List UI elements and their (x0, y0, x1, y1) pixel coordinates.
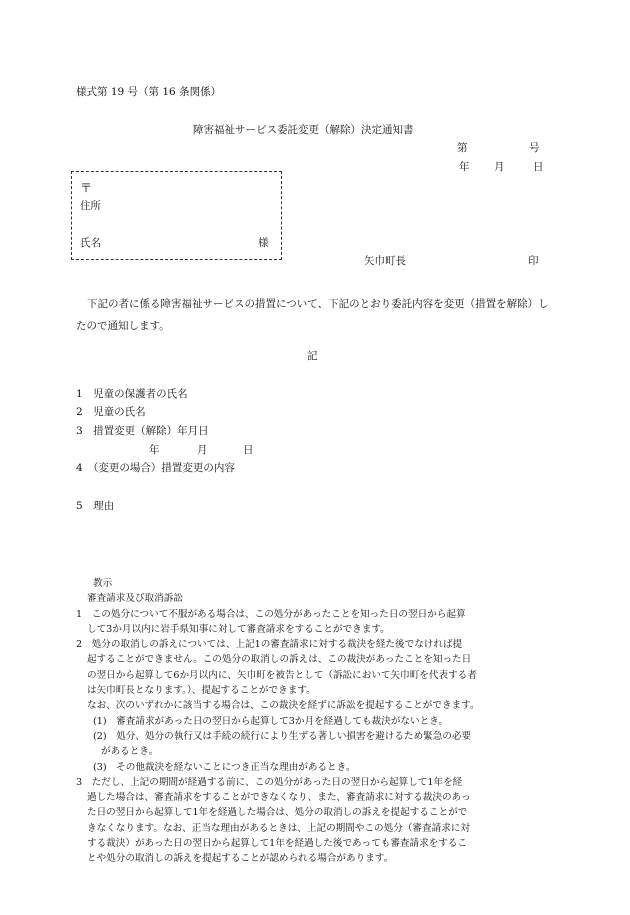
item3-year: 年 (149, 444, 160, 456)
form-number: 様式第 19 号（第 16 条関係） (76, 86, 222, 98)
date-month: 月 (494, 161, 505, 173)
notice-line: (2) 処分、処分の執行又は手続の続行により生ずる著しい損害を避けるため緊急の必要 (93, 730, 472, 742)
notice-line: (1) 審査請求があった日の翌日から起算して3か月を経過しても裁決がないとき。 (93, 715, 448, 727)
name-label: 氏名 (80, 237, 101, 249)
recipient-address-box (71, 171, 282, 260)
notice-subheading: 審査請求及び取消訴訟 (87, 593, 183, 605)
doc-number-suffix: 号 (529, 142, 540, 154)
notice-line: して3か月以内に岩手県知事に対して審査請求をすることができます。 (87, 623, 390, 635)
notice-line: 2 処分の取消しの訴えについては、上記1の審査請求に対する裁決を経た後でなければ提 (76, 639, 463, 651)
notice-line: 3 ただし、上記の期間が経過する前に、この処分があった日の翌日から起算して1年を経 (76, 776, 463, 788)
document-title: 障害福祉サービス委託変更（解除）決定通知書 (193, 124, 414, 136)
notice-line: の翌日から起算して6か月以内に、矢巾町を被告として（訴訟において矢巾町を代表する者 (87, 669, 477, 681)
item-change-date: 3 措置変更（解除）年月日 (76, 425, 209, 437)
notice-line: (3) その他裁決を経ないことにつき正当な理由があるとき。 (93, 761, 356, 773)
item-reason: 5 理由 (76, 500, 115, 512)
notice-line: する裁決）があった日の翌日から起算して1年を経過した後であっても審査請求をするこ (87, 838, 468, 850)
date-day: 日 (533, 161, 544, 173)
notice-line: なお、次のいずれかに該当する場合は、この裁決を経ずに訴訟を提起することができます。 (87, 700, 480, 712)
notice-line: きなくなります。なお、正当な理由があるときは、上記の期間やこの処分（審査請求に対 (87, 822, 470, 834)
address-label: 住所 (80, 200, 101, 212)
item3-day: 日 (243, 444, 254, 456)
notice-line: 過した場合は、審査請求をすることができなくなり、また、審査請求に対する裁決のあっ (87, 792, 471, 804)
ki-heading: 記 (307, 350, 318, 362)
notice-line: 起することができません。この処分の取消しの訴えは、この裁決があったことを知った日 (87, 654, 472, 666)
notice-heading: 教示 (93, 578, 113, 589)
honorific: 様 (258, 237, 269, 249)
notice-line: た日の翌日から起算して1年を経過した場合は、処分の取消しの訴えを提起することがで (87, 807, 468, 819)
notice-line: は矢巾町長となります。）、提起することができます。 (87, 685, 316, 697)
date-year: 年 (459, 161, 470, 173)
appeal-notice (76, 576, 554, 867)
item-child-name: 2 児童の氏名 (76, 406, 146, 418)
doc-number-prefix: 第 (457, 142, 468, 154)
notice-line: があるとき。 (101, 746, 159, 758)
item-change-content: 4 （変更の場合）措置変更の内容 (76, 462, 235, 474)
notice-line: 1 この処分について不服がある場合は、この処分があったことを知った日の翌日から起算 (76, 608, 466, 620)
notice-line: とや処分の取消しの訴えを提起することが認められる場合があります。 (87, 853, 394, 865)
postal-mark: 〒 (80, 181, 93, 195)
item3-month: 月 (197, 444, 208, 456)
intro-paragraph: 下記の者に係る障害福祉サービスの措置について、下記のとおり委託内容を変更（措置を解除）したので通知します。 (76, 298, 549, 332)
issuer-title: 矢巾町長 (364, 255, 406, 267)
item-guardian-name: 1 児童の保護者の氏名 (76, 388, 188, 400)
seal-mark: 印 (528, 255, 539, 267)
